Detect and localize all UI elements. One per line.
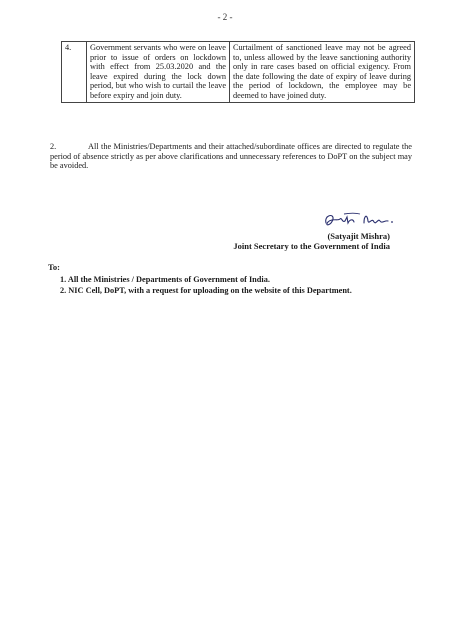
clarification-table — [61, 41, 415, 103]
paragraph-number: 2. — [50, 142, 57, 151]
list-item: 1. All the Ministries / Departments of Government of India. — [60, 275, 270, 284]
signatory-name: (Satyajit Mishra) — [327, 231, 390, 241]
paragraph-2 — [50, 142, 412, 171]
recipient-list — [60, 275, 410, 297]
list-item: 2. NIC Cell, DoPT, with a request for uploading on the website of this Department. — [60, 286, 352, 295]
handwritten-signature — [320, 205, 400, 233]
table-row — [62, 42, 415, 103]
clarification-cell: Curtailment of sanctioned leave may not be agreed to, unless allowed by the leave sanctioning authority only in rare cases based on official exigency. From the date following the date of expiry of leave during the period of lockdown, the employee may be deemed to have joined duty. — [230, 42, 415, 103]
page-number: - 2 - — [217, 12, 233, 22]
situation-cell: Government servants who were on leave prior to issue of orders on lockdown with effect from 25.03.2020 and the leave expired during the lock down period, but who wish to curtail the leave before expiry and join duty. — [87, 42, 230, 103]
to-label: To: — [48, 262, 60, 272]
signatory-title: Joint Secretary to the Government of India — [233, 241, 390, 251]
row-number: 4. — [62, 42, 87, 103]
paragraph-text: All the Ministries/Departments and their attached/subordinate offices are directed to regulate the period of absence strictly as per above clarifications and unnecessary references to DoPT on the subject may be avoided. — [50, 142, 412, 171]
